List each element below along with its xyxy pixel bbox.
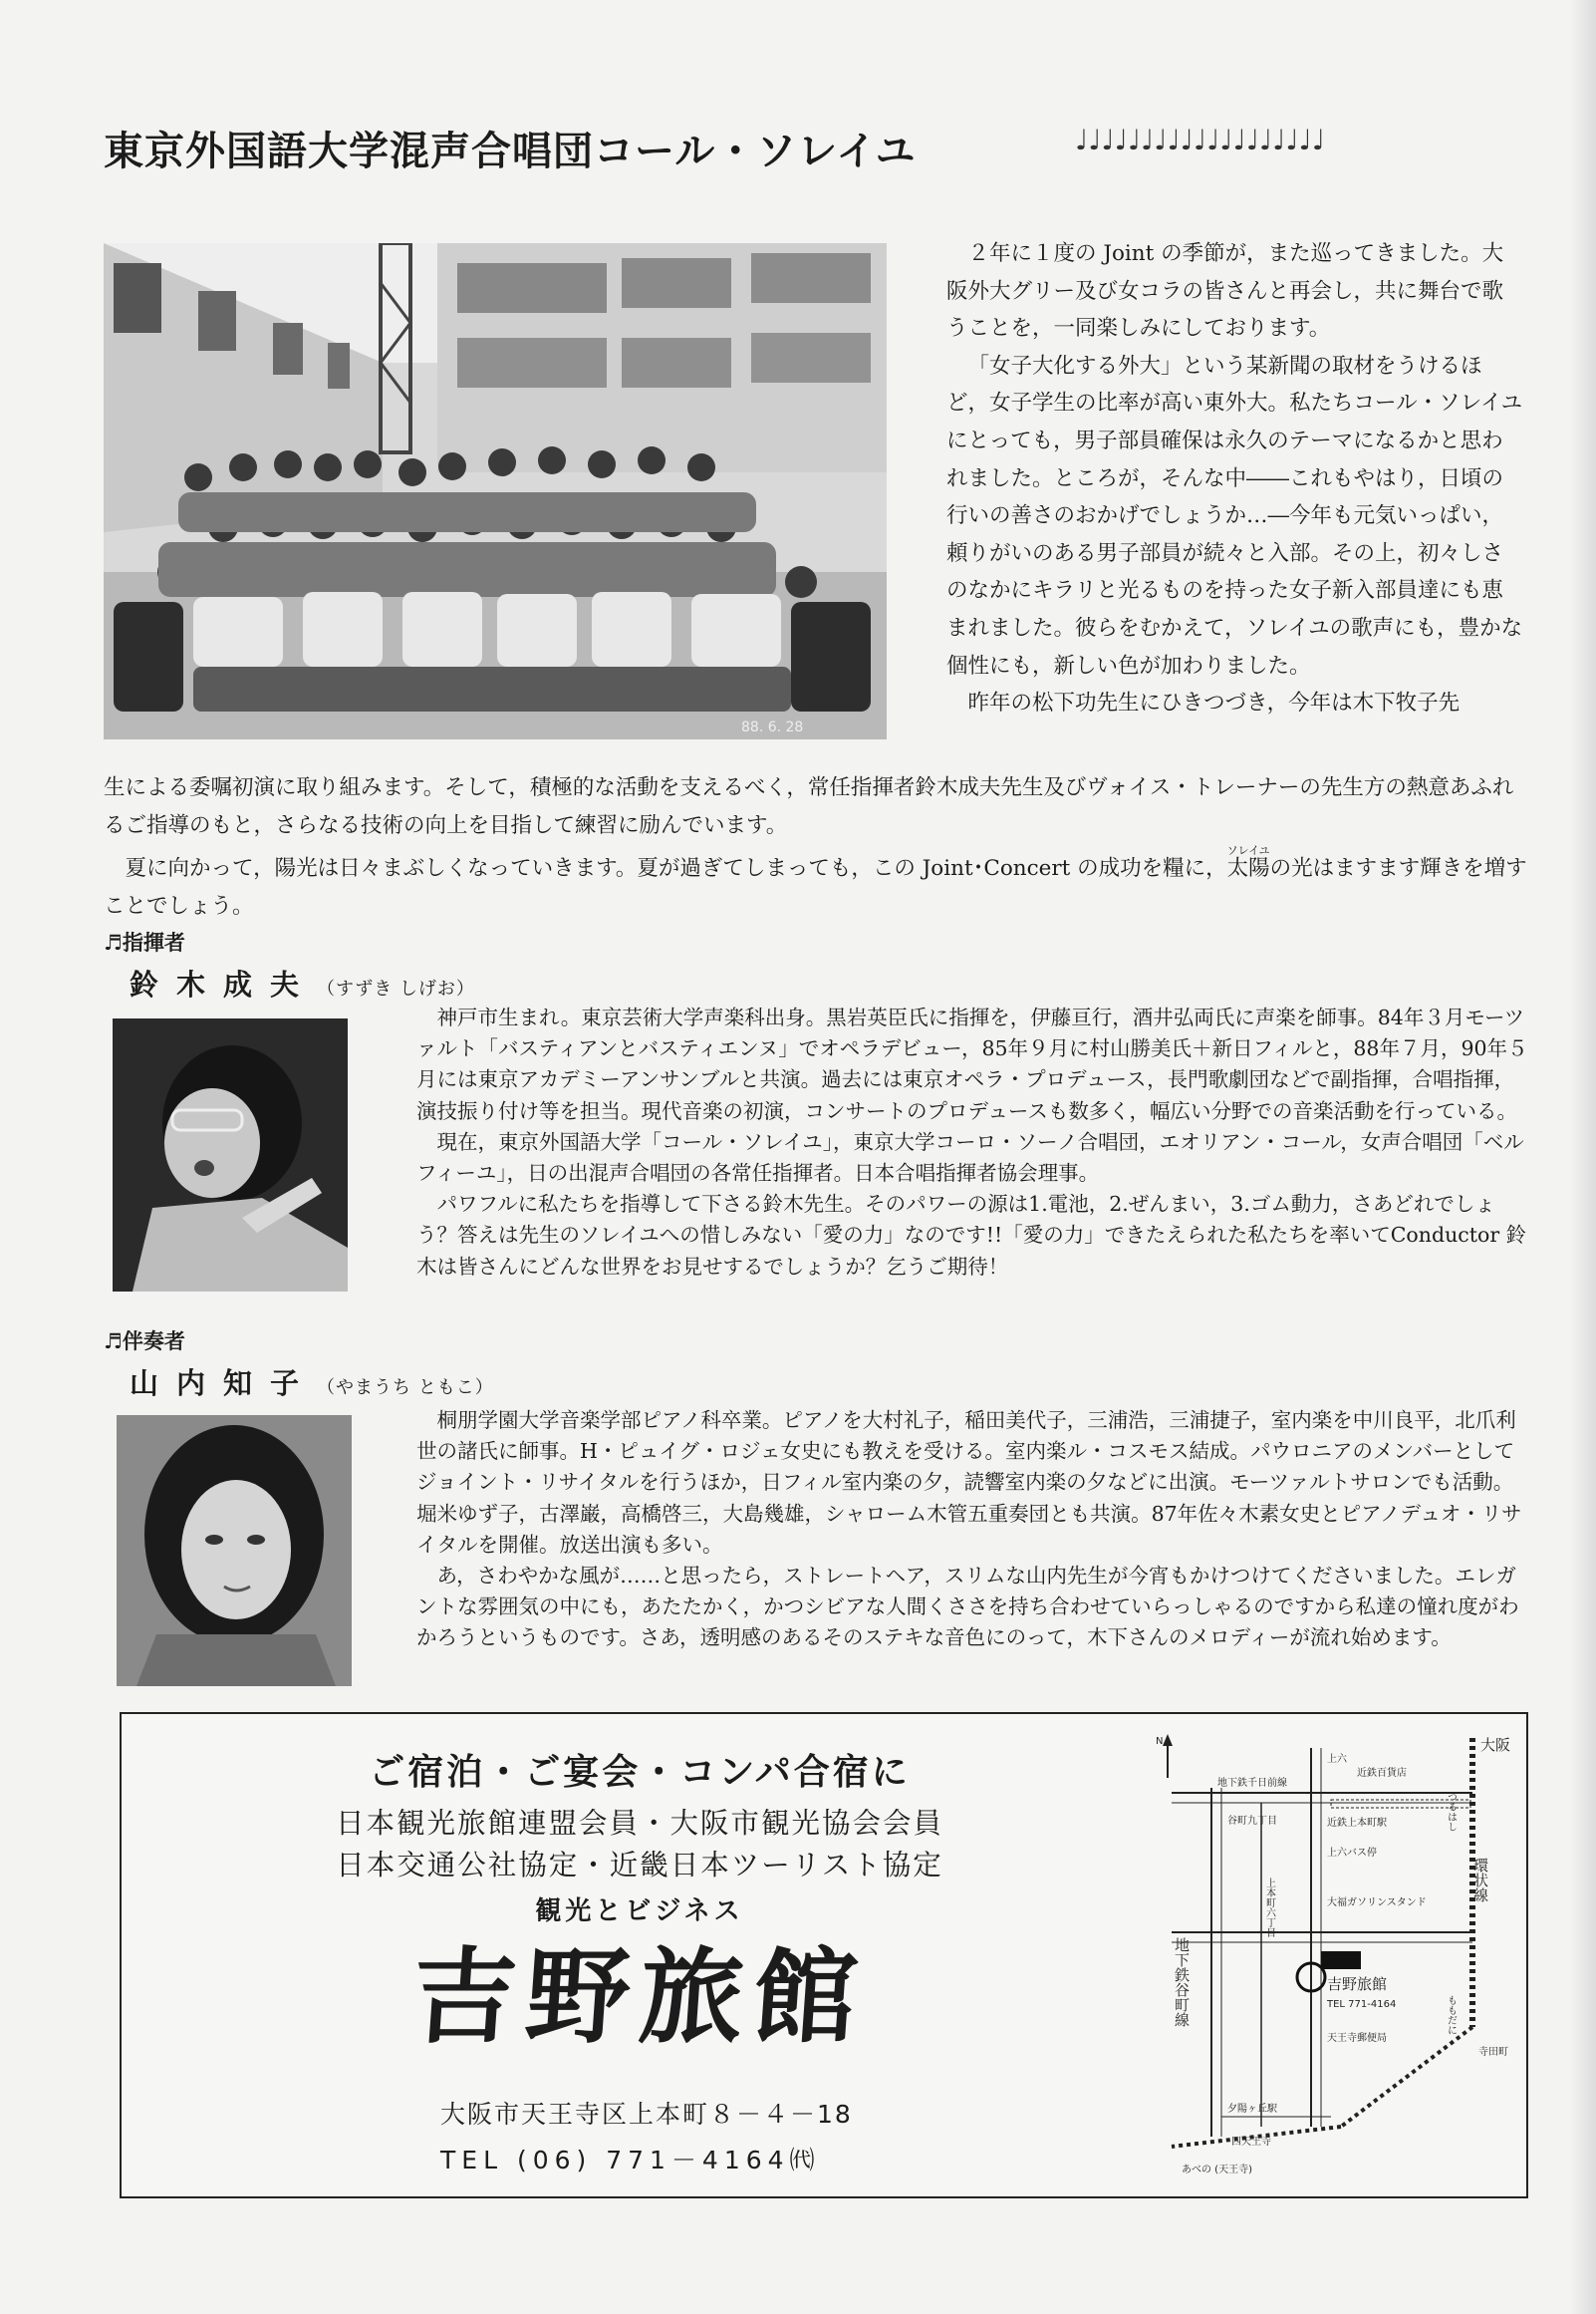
intro-paragraph-4 [104,844,1528,925]
accompanist-name-line [130,1361,494,1402]
map-uehon: 上六 [1327,1754,1347,1765]
ryokan-name: 吉野旅館 [407,1935,872,2058]
accompanist-role-label: ♬伴奏者 [104,1329,185,1353]
map-north: N [1156,1736,1164,1747]
ruby-base: 太陽 [1226,856,1270,882]
ad-membership-line: 日本観光旅館連盟会員・大阪市観光協会会員 [335,1807,943,1840]
intro-paragraph-4-before: 夏に向かって，陽光は日々まぶしくなっていきます。夏が過ぎてしまっても，この Joint･Concert の成功を糧に， [125,856,1227,882]
accompanist-reading: （やまうち ともこ） [317,1377,494,1398]
intro-paragraph-2: 「女子大化する外大」という某新聞の取材をうけるほど，女子学生の比率が高い東外大。私たちコール・ソレイユにとっても，男子部員確保は永久のテーマになるかと思われました。ところが，そんな中――これもやはり，日頃の行いの善さのおかげでしょうか…―今年も元気いっぱい，頼りがいのある男子部員が続々と入部。その上，初々しさのなかにキラリと光るものを持った女子新入部員達にも恵まれました。彼らをむかえて，ソレイユの歌声にも，豊かな個性にも，新しい色が加わりました。 [946,353,1523,679]
accompanist-portrait [117,1415,352,1686]
map-gas-station: 大福ガソリンスタンド [1327,1897,1427,1908]
hotel-marker-icon [1321,1951,1361,1969]
note-decoration: ♩♩♩♩♩♩♩♩♩♩♩♩♩♩♩♩♩♩♩ [1075,124,1325,156]
conductor-bio-1: 神戸市生まれ。東京芸術大学声楽科出身。黒岩英臣氏に指揮を，伊藤亘行，酒井弘両氏に声楽を師事。84年３月モーツァルト「バスティアンとバスティエンヌ」でオペラデビュー，85年９月に村山勝美氏＋新日フィルと，88年７月，90年５月には東京アカデミーアンサンブルと共演。過去には東京オペラ・プロデュース，長門歌劇団などで副指揮，合唱指揮，演技振り付け等を担当。現代音楽の初演，コンサートのプロデュースも数多く，幅広い分野での音楽活動を行っている。 [416,1006,1528,1123]
page-edge [1570,0,1596,2314]
conductor-name: 鈴木成夫 [130,968,318,1002]
ruby-reading: ソレイユ [1226,844,1270,858]
ad-text-block [271,1744,1008,2057]
map-kintetsu-station: 近鉄上本町駅 [1327,1818,1387,1829]
page-title: 東京外国語大学混声合唱団コール・ソレイユ [104,129,917,174]
accompanist-bio-1: 桐朋学園大学音楽学部ピアノ科卒業。ピアノを大村礼子，稲田美代子，三浦浩，三浦捷子，室内楽を中川良平，北爪利世の諸氏に師事。H・ピュイグ・ロジェ女史にも教えを受ける。室内楽ル・コスモス結成。パウロニアのメンバーとしてジョイント・リサイタルを行うほか，日フィル室内楽の夕，読響室内楽の夕などに出演。モーツァルトサロンでも活動。堀米ゆず子，古澤巌，高橋啓三，大島幾雄，シャローム木管五重奏団とも共演。87年佐々木素女史とピアノデュオ・リサイタルを開催。放送出演も多い。 [416,1408,1522,1557]
map-momodani: ももだに [1445,1995,1457,2035]
intro-paragraph-3-rest: 生による委嘱初演に取り組みます。そして，積極的な活動を支えるべく，常任指揮者鈴木成夫先生及びヴォイス・トレーナーの先生方の熱意あふれるご指導のもと，さらなる技術の向上を目指して練習に励んでいます。 [104,775,1514,838]
map-post-office: 天王寺郵便局 [1327,2033,1387,2044]
ad-agency-line: 日本交通公社協定・近畿日本ツーリスト協定 [336,1849,943,1881]
ad-telephone: TEL (06) 771－4164㈹ [440,2146,821,2174]
map-sennichimae: 地下鉄千日前線 [1217,1778,1287,1789]
map-uehonmachi-6: 上本町六丁目 [1263,1878,1275,1937]
conductor-reading: （すずき しげお） [317,979,475,1000]
map-yuhigaoka: 夕陽ヶ丘駅 [1227,2104,1277,2115]
solei-ruby [1226,844,1270,882]
conductor-name-line [130,963,475,1004]
intro-paragraph-1: ２年に１度の Joint の季節が，また巡ってきました。大阪外大グリー及び女コラの皆さんと再会し，共に舞台で歌うことを，一同楽しみにしております。 [946,241,1504,342]
intro-text-column [946,235,1524,723]
map-tanimachi-line: 地下鉄谷町線 [1173,1937,1191,2027]
photo-date-stamp: 88. 6. 28 [741,720,804,735]
intro-paragraph-4-after: の光はますます輝きを増すことでしょう。 [104,856,1527,919]
map-abeno: あべの (天王寺) [1182,2165,1252,2175]
conductor-role-label: ♬指揮者 [104,931,185,955]
header [104,120,1518,179]
accompanist-bio [416,1405,1530,1654]
ad-tagline: 観光とビジネス [535,1896,744,1926]
accompanist-name: 山内知子 [130,1366,318,1400]
conductor-bio-3: パワフルに私たちを指導して下さる鈴木先生。そのパワーの源は1.電池，2.ぜんまい，3.ゴム動力，さあどれでしょう？答えは先生のソレイユへの惜しみない「愛の力」なのです!!「愛の力」できたえられた私たちを率いてConductor 鈴木は皆さんにどんな世界をお見せするでしょうか？乞うご期待！ [416,1192,1527,1279]
intro-paragraph-3-start: 昨年の松下功先生にひきつづき，今年は木下牧子先 [967,691,1461,717]
ad-address: 大阪市天王寺区上本町８－４－18 [440,2100,853,2129]
conductor-bio-2: 現在，東京外国語大学「コール・ソレイユ」，東京大学コーロ・ソーノ合唱団，エオリアン・コール，女声合唱団「ベルフィーユ」，日の出混声合唱団の各常任指揮者。日本合唱指揮者協会理事。 [416,1129,1524,1186]
ryokan-advertisement [120,1712,1528,2198]
intro-text-wide [104,769,1528,925]
map-hotel-tel: TEL 771-4164 [1327,1999,1397,2010]
ad-headline: ご宿泊・ご宴会・コンパ合宿に [369,1752,911,1793]
map-kintetsu-dept: 近鉄百貨店 [1357,1768,1407,1779]
map-bus-stop: 上六バス停 [1327,1848,1377,1859]
map-hotel-name: 吉野旅館 [1327,1975,1388,1993]
conductor-portrait [113,1018,348,1292]
map-loop-line: 環状線 [1471,1858,1489,1902]
map-osaka: 大阪 [1480,1736,1510,1754]
conductor-bio [416,1003,1530,1283]
group-photo [104,243,887,739]
map-tsuruhashi: つるはし [1445,1792,1457,1832]
ryokan-map [1152,1728,1510,2186]
map-shitennoji: 四天王寺 [1231,2137,1271,2148]
accompanist-bio-2: あ，さわやかな風が……と思ったら，ストレートヘア，スリムな山内先生が今宵もかけつけてくださいました。エレガントな雰囲気の中にも，あたたかく，かつシビアな人間くささを持ち合わせていらっしゃるのですから私達の憧れ度がわかろうというものです。さあ，透明感のあるそのステキな音色にのって，木下さんのメロディーが流れ始めます。 [416,1564,1519,1650]
map-tanimachi-9: 谷町九丁目 [1227,1816,1277,1827]
map-teradacho: 寺田町 [1478,2047,1508,2058]
